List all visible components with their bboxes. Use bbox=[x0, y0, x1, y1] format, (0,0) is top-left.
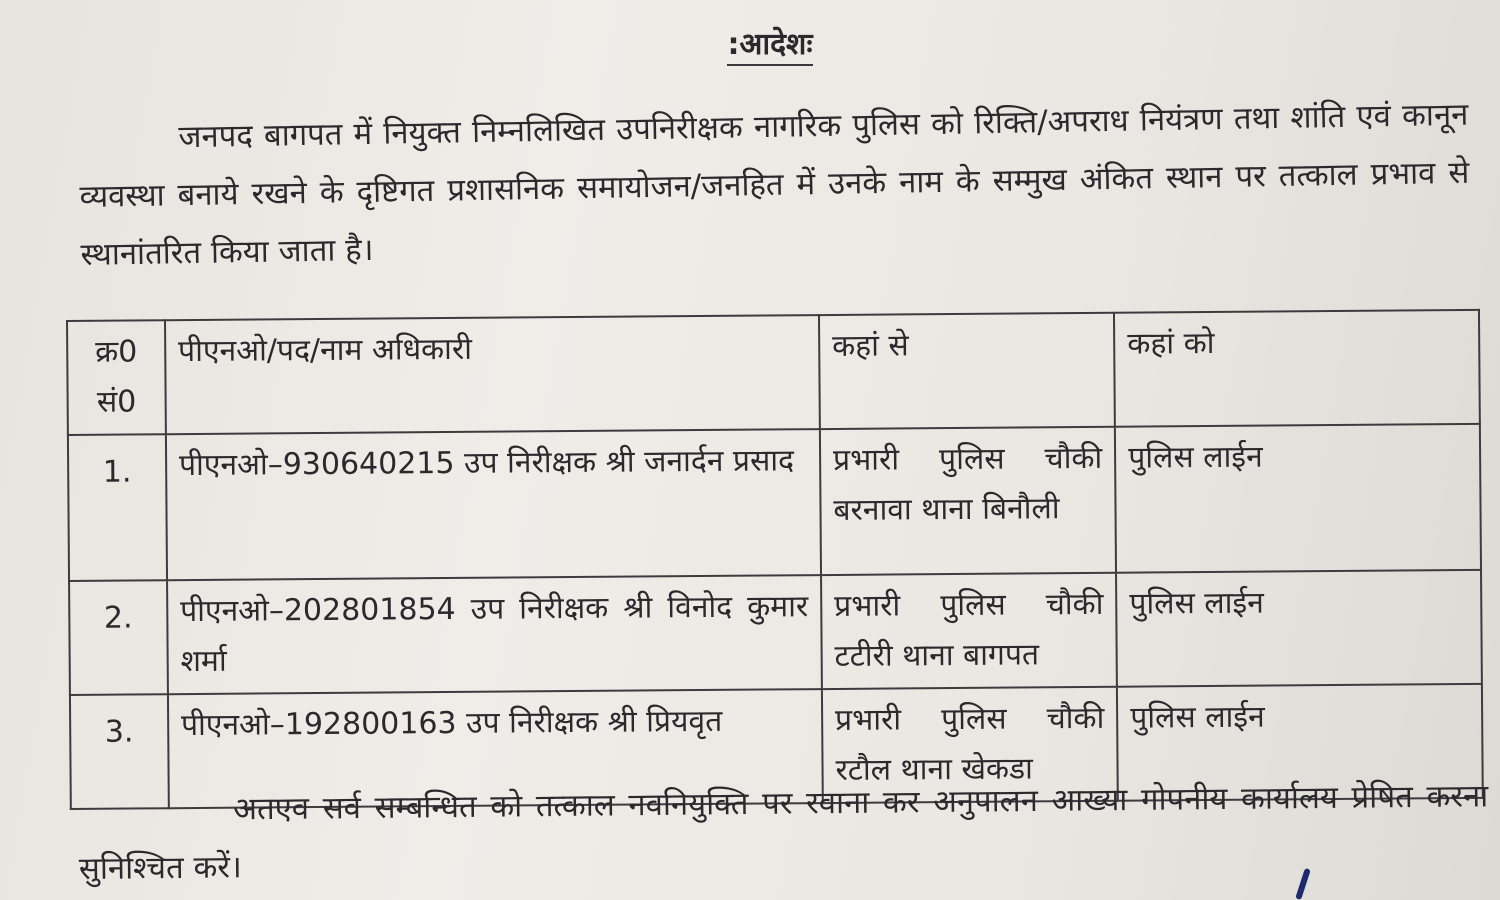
header-serial: क्र0 सं0 bbox=[67, 320, 166, 435]
cell-officer: पीएनओ–202801854 उप निरीक्षक श्री विनोद कुमार शर्मा bbox=[167, 575, 822, 694]
cell-from: प्रभारी पुलिस चौकी टटीरी थाना बागपत bbox=[821, 573, 1117, 689]
cell-serial bbox=[69, 580, 168, 695]
cell-to: पुलिस लाईन bbox=[1115, 424, 1481, 573]
cell-officer: पीएनओ–192800163 उप निरीक्षक श्री प्रियवृत bbox=[168, 689, 823, 808]
cell-serial bbox=[68, 434, 167, 581]
cell-to: पुलिस लाईन bbox=[1117, 684, 1483, 801]
cell-from: प्रभारी पुलिस चौकी बरनावा थाना बिनौली bbox=[820, 427, 1116, 575]
header-officer: पीएनओ/पद/नाम अधिकारी bbox=[165, 315, 820, 434]
serial-value: 2. bbox=[103, 600, 133, 636]
serial-value: 3. bbox=[104, 714, 134, 750]
transfer-table bbox=[66, 309, 1484, 810]
cell-officer: पीएनओ–930640215 उप निरीक्षक श्री जनार्दन प्रसाद bbox=[166, 429, 821, 580]
closing-paragraph: अतएव सर्व सम्बन्धित को तत्काल नवनियुक्ति पर रवाना कर अनुपालन आख्या गोपनीय कार्यालय प्रेषित करना सुनिश्चित करें। bbox=[78, 778, 1489, 887]
table-header-row bbox=[67, 310, 1480, 435]
cell-from: प्रभारी पुलिस चौकी रटौल थाना खेकडा bbox=[822, 687, 1118, 803]
header-from: कहां से bbox=[819, 313, 1115, 429]
table-row bbox=[69, 570, 1482, 695]
table-row bbox=[68, 424, 1481, 581]
serial-value: 1. bbox=[102, 454, 132, 490]
order-title-text: :आदेशः bbox=[727, 27, 812, 66]
intro-paragraph: जनपद बागपत में नियुक्त निम्नलिखित उपनिरीक्षक नागरिक पुलिस को रिक्ति/अपराध नियंत्रण तथा शांति एवं कानून व्यवस्था बनाये रखने के दृष्टिगत प्रशासनिक समायोजन/जनहित में उनके नाम के सम्मुख अंकित स्थान पर तत्काल प्रभाव से स्थानांतरित किया जाता है। bbox=[79, 96, 1470, 273]
order-title bbox=[0, 22, 1500, 63]
cell-to: पुलिस लाईन bbox=[1116, 570, 1482, 687]
header-to: कहां को bbox=[1114, 310, 1480, 427]
